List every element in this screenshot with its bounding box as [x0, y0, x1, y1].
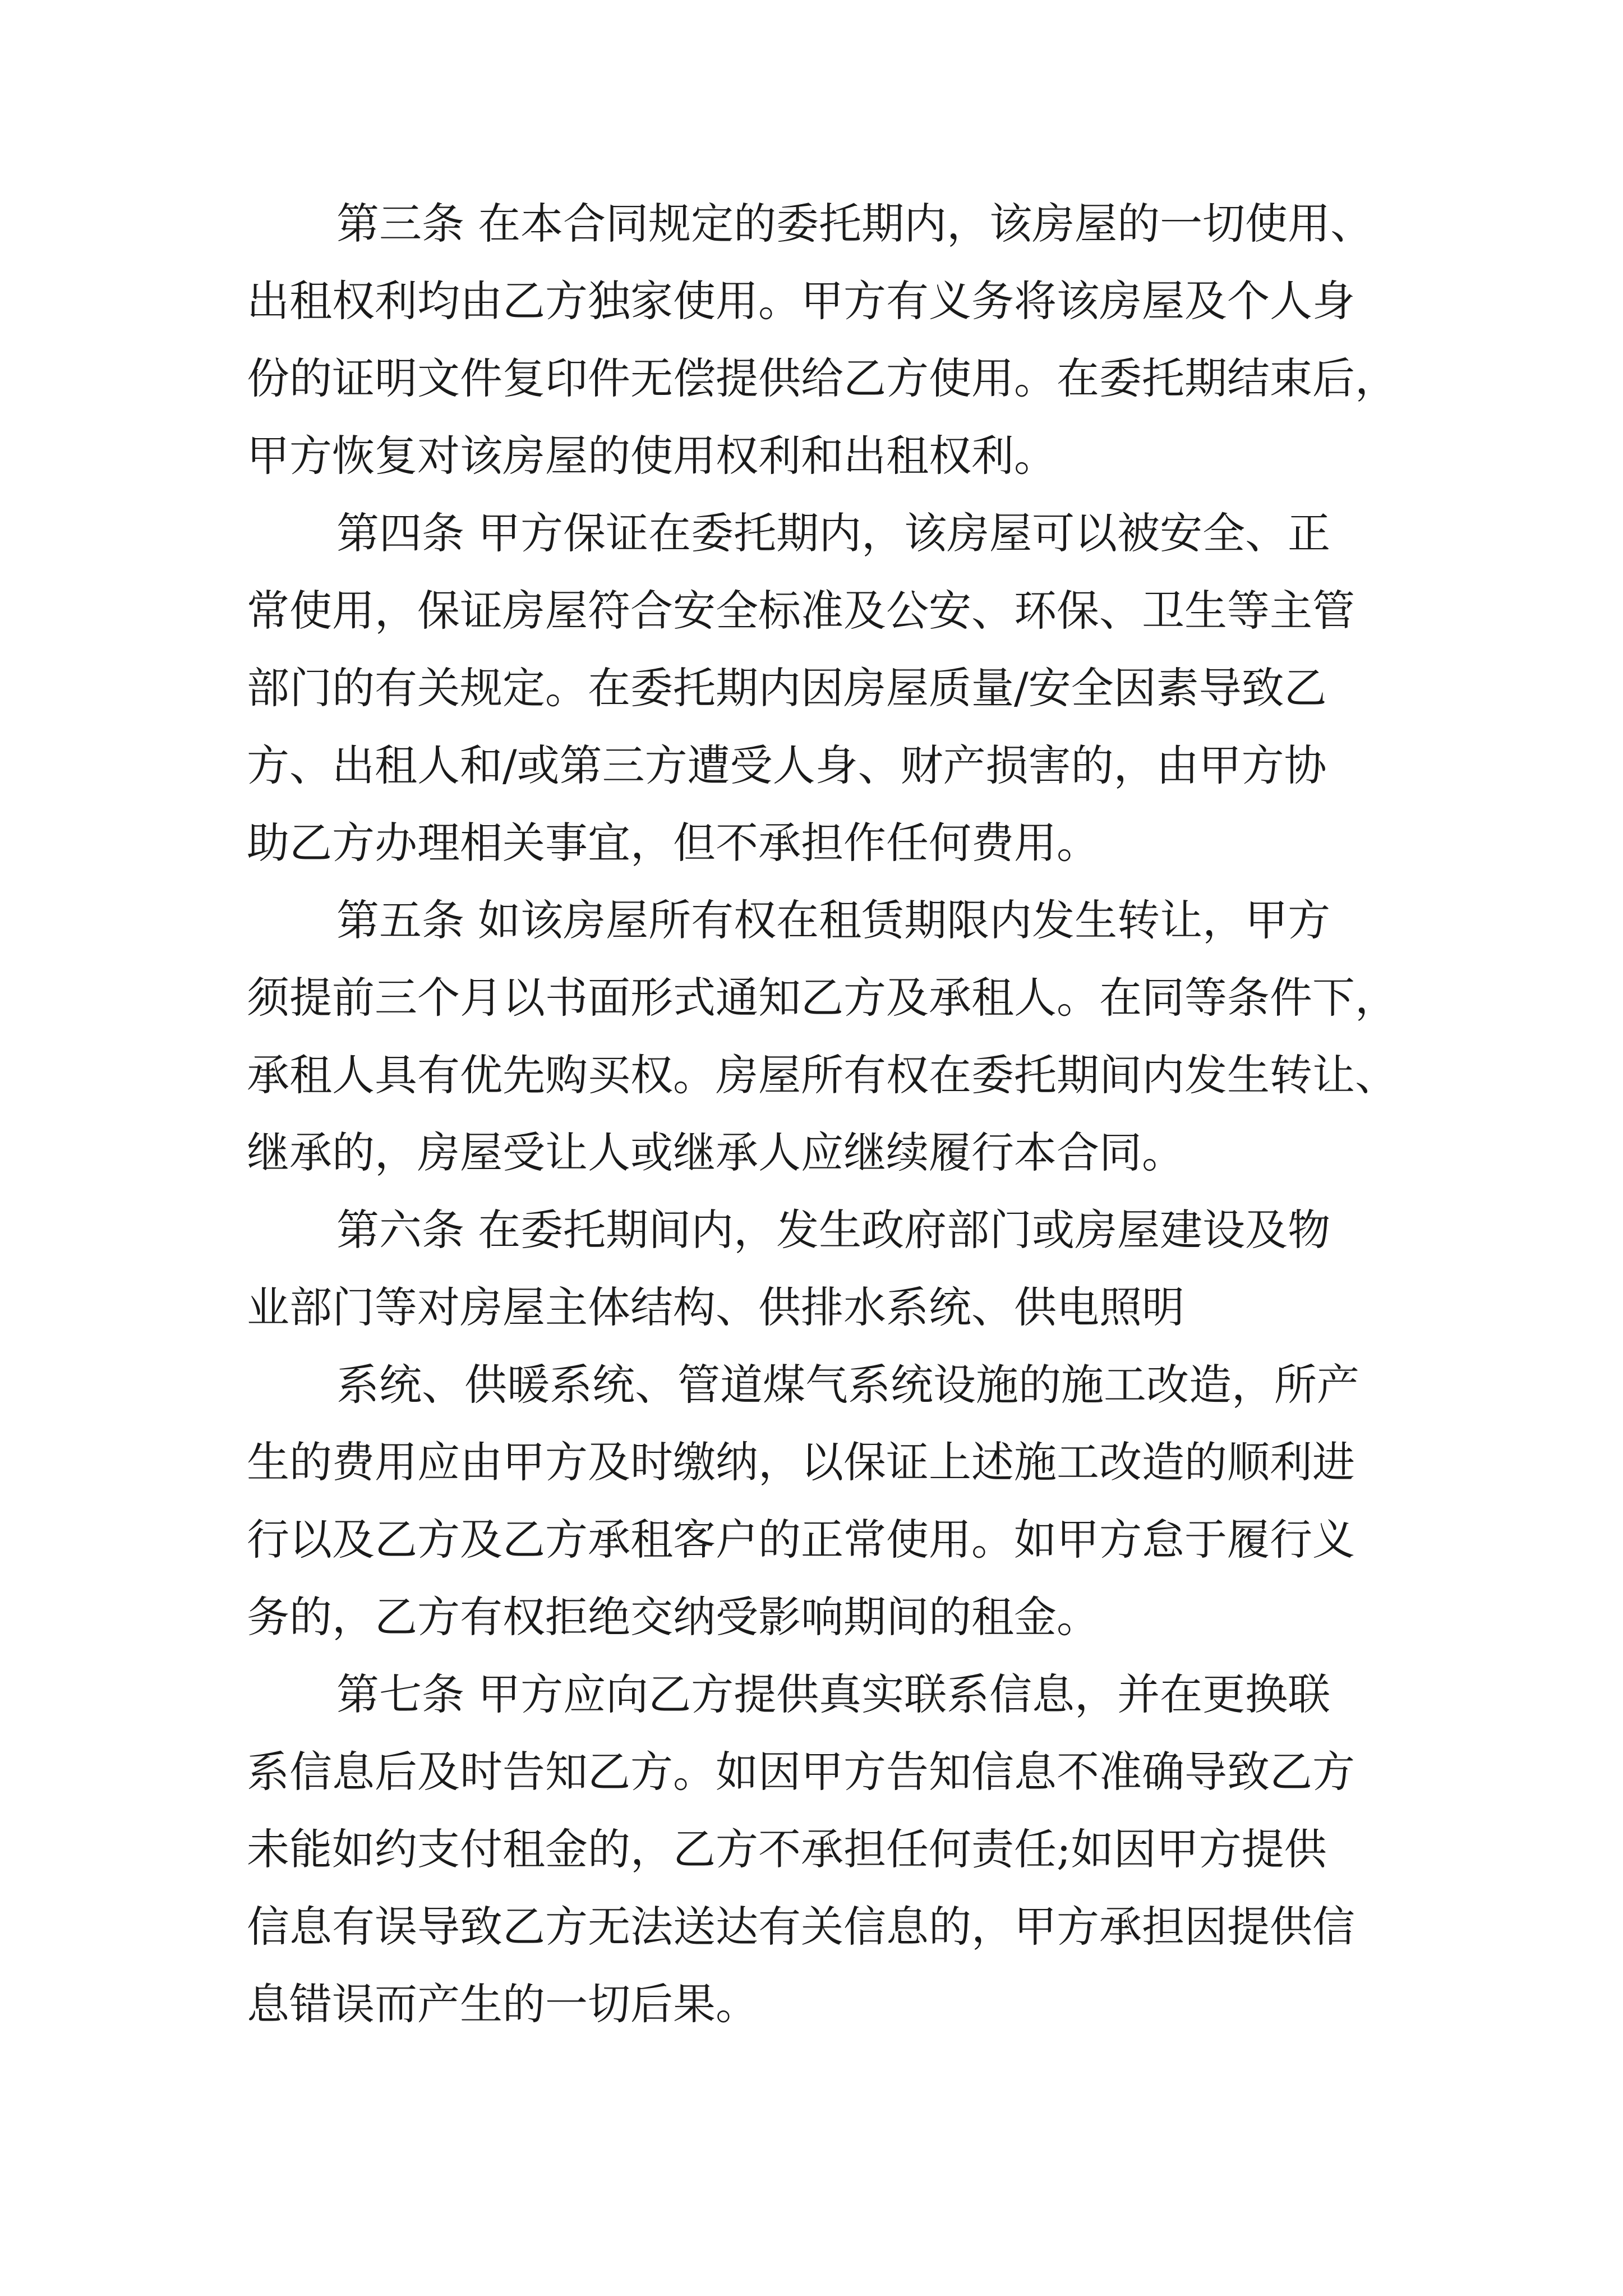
text-line: 甲方恢复对该房屋的使用权利和出租权利。: [247, 431, 1057, 481]
paragraph-article-6: [247, 1191, 1419, 1346]
text-line: 第五条 如该房屋所有权在租赁期限内发生转让，甲方: [336, 895, 1331, 945]
text-line: 行以及乙方及乙方承租客户的正常使用。如甲方怠于履行义: [247, 1515, 1355, 1565]
text-line: 系信息后及时告知乙方。如因甲方告知信息不准确导致乙方: [247, 1747, 1355, 1797]
paragraph-article-5: [247, 882, 1419, 1191]
text-line: 部门的有关规定。在委托期内因房屋质量/安全因素导致乙: [247, 663, 1327, 713]
text-line: 份的证明文件复印件无偿提供给乙方使用。在委托期结束后，: [247, 353, 1398, 403]
text-line: 息错误而产生的一切后果。: [247, 1979, 758, 2029]
text-line: 未能如约支付租金的，乙方不承担任何责任;如因甲方提供: [247, 1824, 1327, 1874]
paragraph-article-3: [247, 185, 1419, 495]
text-line: 助乙方办理相关事宜，但不承担作任何费用。: [247, 818, 1099, 868]
paragraph-article-6-continued: [247, 1346, 1419, 1656]
text-line: 系统、供暖系统、管道煤气系统设施的施工改造，所产: [336, 1360, 1359, 1410]
text-line: 第四条 甲方保证在委托期内，该房屋可以被安全、正: [336, 508, 1331, 558]
text-line: 务的，乙方有权拒绝交纳受影响期间的租金。: [247, 1592, 1099, 1642]
text-line: 第六条 在委托期间内，发生政府部门或房屋建设及物: [336, 1205, 1331, 1255]
text-line: 信息有误导致乙方无法送达有关信息的，甲方承担因提供信: [247, 1902, 1355, 1952]
text-line: 须提前三个月以书面形式通知乙方及承租人。在同等条件下，: [247, 973, 1398, 1023]
text-line: 出租权利均由乙方独家使用。甲方有义务将该房屋及个人身: [247, 276, 1355, 326]
paragraph-article-4: [247, 495, 1419, 882]
text-line: 第三条 在本合同规定的委托期内，该房屋的一切使用、: [336, 199, 1373, 249]
text-line: 继承的，房屋受让人或继承人应继续履行本合同。: [247, 1128, 1184, 1177]
text-line: 方、出租人和/或第三方遭受人身、财产损害的，由甲方协: [247, 740, 1327, 790]
text-line: 第七条 甲方应向乙方提供真实联系信息，并在更换联: [336, 1669, 1331, 1719]
text-line: 承租人具有优先购买权。房屋所有权在委托期间内发生转让、: [247, 1050, 1398, 1100]
paragraph-article-7: [247, 1656, 1419, 2043]
text-line: 常使用，保证房屋符合安全标准及公安、环保、卫生等主管: [247, 586, 1355, 636]
contract-body: [247, 185, 1419, 2043]
text-line: 生的费用应由甲方及时缴纳，以保证上述施工改造的顺利进: [247, 1437, 1355, 1487]
text-line: 业部门等对房屋主体结构、供排水系统、供电照明: [247, 1282, 1184, 1332]
